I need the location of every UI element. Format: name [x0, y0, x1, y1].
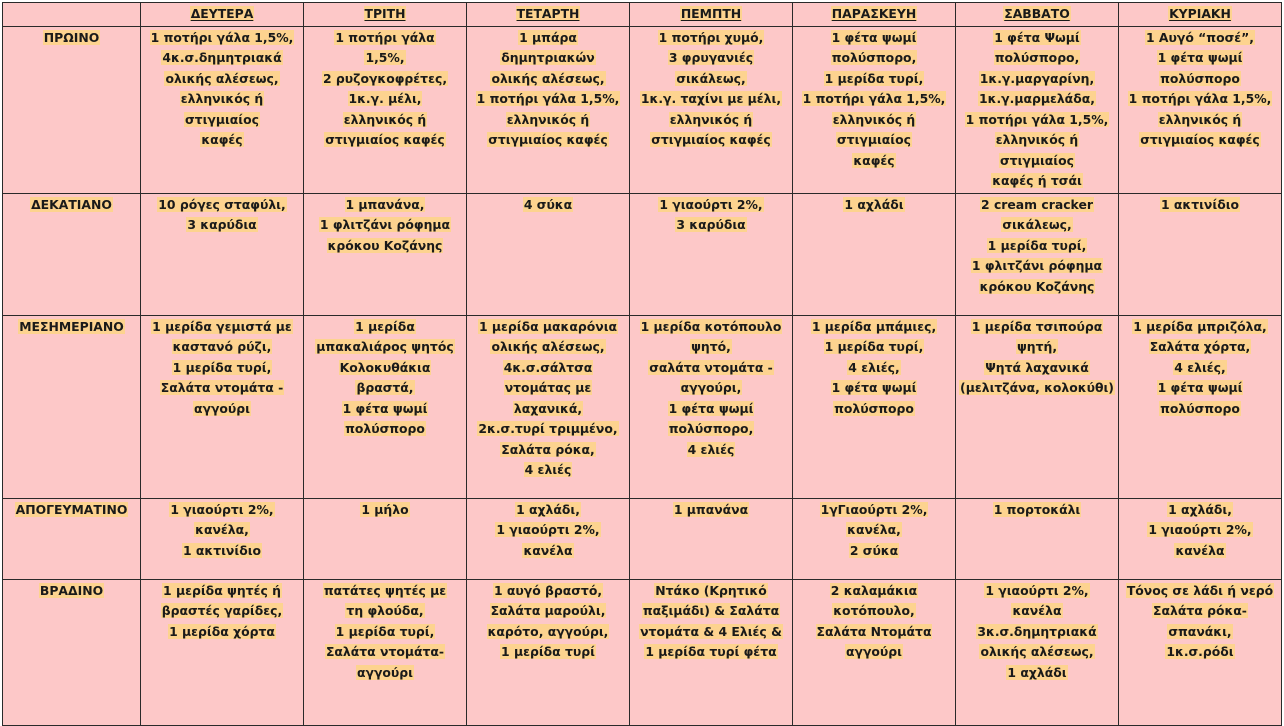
meal-cell: 1 μερίδα κοτόπουλο ψητό, σαλάτα ντομάτα - αγγούρι, 1 φέτα ψωμί πολύσπορο, 4 ελιές: [630, 315, 793, 498]
meal-row-morning-snack: [3, 193, 1282, 315]
meal-cell: 1 μερίδα μπάμιες, 1 μερίδα τυρί, 4 ελιές, 1 φέτα ψωμί πολύσπορο: [793, 315, 956, 498]
meal-cell: 1 Αυγό “ποσέ”, 1 φέτα ψωμί πολύσπορο 1 ποτήρι γάλα 1,5%, ελληνικός ή στιγμιαίος καφές: [1119, 26, 1282, 193]
meal-cell: 1 αχλάδι, 1 γιαούρτι 2%, κανέλα: [1119, 498, 1282, 579]
meal-row-lunch: [3, 315, 1282, 498]
meal-cell: 1 φέτα Ψωμί πολύσπορο, 1κ.γ.μαργαρίνη, 1κ.γ.μαρμελάδα, 1 ποτήρι γάλα 1,5%, ελληνικός ή στιγμιαίος καφές ή τσάι: [956, 26, 1119, 193]
meal-cell: 1 μερίδα τσιπούρα ψητή, Ψητά λαχανικά (μελιτζάνα, κολοκύθι): [956, 315, 1119, 498]
meal-cell: 1 πορτοκάλι: [956, 498, 1119, 579]
meal-cell: 1 γιαούρτι 2%, κανέλα 3κ.σ.δημητριακά ολικής αλέσεως, 1 αχλάδι: [956, 579, 1119, 725]
row-label-lunch: ΜΕΣΗΜΕΡΙΑΝΟ: [3, 315, 141, 498]
day-header-wednesday: ΤΕΤΑΡΤΗ: [467, 3, 630, 27]
meal-cell: 1 αχλάδι: [793, 193, 956, 315]
meal-cell: 4 σύκα: [467, 193, 630, 315]
meal-cell: 1 μερίδα μπακαλιάρος ψητός Κολοκυθάκια βραστά, 1 φέτα ψωμί πολύσπορο: [304, 315, 467, 498]
meal-cell: 10 ρόγες σταφύλι, 3 καρύδια: [141, 193, 304, 315]
row-label-dinner: ΒΡΑΔΙΝΟ: [3, 579, 141, 725]
meal-cell: 1 μερίδα μπριζόλα, Σαλάτα χόρτα, 4 ελιές, 1 φέτα ψωμί πολύσπορο: [1119, 315, 1282, 498]
meal-cell: 1 ποτήρι γάλα 1,5%, 2 ρυζογκοφρέτες, 1κ.γ. μέλι, ελληνικός ή στιγμιαίος καφές: [304, 26, 467, 193]
meal-cell: Τόνος σε λάδι ή νερό Σαλάτα ρόκα- σπανάκι, 1κ.σ.ρόδι: [1119, 579, 1282, 725]
weekly-meal-plan-table: [2, 2, 1282, 726]
meal-cell: 1 μπανάνα, 1 φλιτζάνι ρόφημα κρόκου Κοζάνης: [304, 193, 467, 315]
row-label-afternoon-snack: ΑΠΟΓΕΥΜΑΤΙΝΟ: [3, 498, 141, 579]
meal-row-afternoon-snack: [3, 498, 1282, 579]
meal-cell: 1 μερίδα γεμιστά με καστανό ρύζι, 1 μερίδα τυρί, Σαλάτα ντομάτα - αγγούρι: [141, 315, 304, 498]
day-header-row: [3, 3, 1282, 27]
day-header-saturday: ΣΑΒΒΑΤΟ: [956, 3, 1119, 27]
day-header-friday: ΠΑΡΑΣΚΕΥΗ: [793, 3, 956, 27]
meal-cell: 2 cream cracker σικάλεως, 1 μερίδα τυρί, 1 φλιτζάνι ρόφημα κρόκου Κοζάνης: [956, 193, 1119, 315]
day-header-sunday: ΚΥΡΙΑΚΗ: [1119, 3, 1282, 27]
day-header-thursday: ΠΕΜΠΤΗ: [630, 3, 793, 27]
meal-row-breakfast: [3, 26, 1282, 193]
day-header-monday: ΔΕΥΤΕΡΑ: [141, 3, 304, 27]
meal-cell: πατάτες ψητές με τη φλούδα, 1 μερίδα τυρί, Σαλάτα ντομάτα- αγγούρι: [304, 579, 467, 725]
corner-cell: [3, 3, 141, 27]
meal-cell: 1 αχλάδι, 1 γιαούρτι 2%, κανέλα: [467, 498, 630, 579]
meal-cell: 1 φέτα ψωμί πολύσπορο, 1 μερίδα τυρί, 1 ποτήρι γάλα 1,5%, ελληνικός ή στιγμιαίος καφές: [793, 26, 956, 193]
meal-cell: 1γΓιαούρτι 2%, κανέλα, 2 σύκα: [793, 498, 956, 579]
meal-row-dinner: [3, 579, 1282, 725]
row-label-morning-snack: ΔΕΚΑΤΙΑΝΟ: [3, 193, 141, 315]
meal-cell: Ντάκο (Κρητικό παξιμάδι) & Σαλάτα ντομάτα & 4 Ελιές & 1 μερίδα τυρί φέτα: [630, 579, 793, 725]
meal-cell: 1 ποτήρι γάλα 1,5%, 4κ.σ.δημητριακά ολικής αλέσεως, ελληνικός ή στιγμιαίος καφές: [141, 26, 304, 193]
meal-cell: 1 μερίδα ψητές ή βραστές γαρίδες, 1 μερίδα χόρτα: [141, 579, 304, 725]
meal-cell: 1 γιαούρτι 2%, κανέλα, 1 ακτινίδιο: [141, 498, 304, 579]
meal-cell: 1 μπανάνα: [630, 498, 793, 579]
row-label-breakfast: ΠΡΩΙΝΟ: [3, 26, 141, 193]
meal-cell: 1 αυγό βραστό, Σαλάτα μαρούλι, καρότο, αγγούρι, 1 μερίδα τυρί: [467, 579, 630, 725]
meal-cell: 1 μπάρα δημητριακών ολικής αλέσεως, 1 ποτήρι γάλα 1,5%, ελληνικός ή στιγμιαίος καφές: [467, 26, 630, 193]
meal-cell: 2 καλαμάκια κοτόπουλο, Σαλάτα Ντομάτα αγγούρι: [793, 579, 956, 725]
meal-cell: 1 γιαούρτι 2%, 3 καρύδια: [630, 193, 793, 315]
day-header-tuesday: ΤΡΙΤΗ: [304, 3, 467, 27]
meal-cell: 1 ποτήρι χυμό, 3 φρυγανιές σικάλεως, 1κ.γ. ταχίνι με μέλι, ελληνικός ή στιγμιαίος καφές: [630, 26, 793, 193]
meal-cell: 1 μήλο: [304, 498, 467, 579]
meal-cell: 1 μερίδα μακαρόνια ολικής αλέσεως, 4κ.σ.σάλτσα ντομάτας με λαχανικά, 2κ.σ.τυρί τριμμένο, Σαλάτα ρόκα, 4 ελιές: [467, 315, 630, 498]
meal-cell: 1 ακτινίδιο: [1119, 193, 1282, 315]
